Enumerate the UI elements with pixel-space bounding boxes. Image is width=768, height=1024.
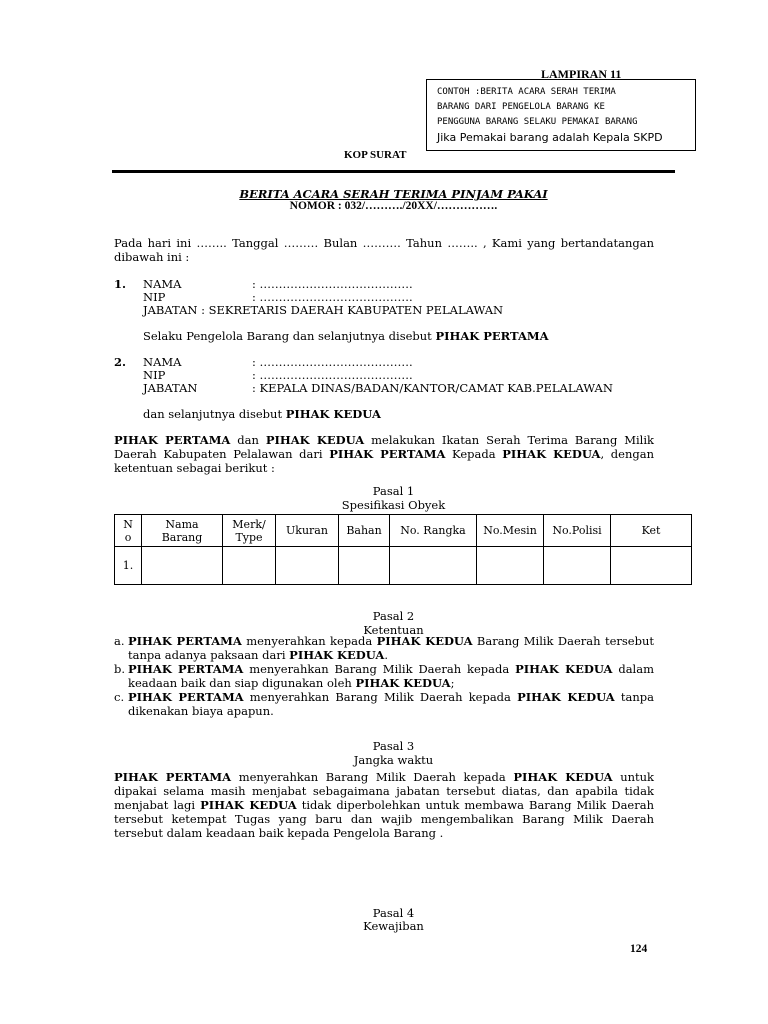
table-cell [339, 547, 390, 585]
party2-nama-value: : …………………………………. [252, 355, 413, 369]
party1-nama-value: : …………………………………. [252, 277, 413, 291]
item-text-a3: . [384, 648, 388, 662]
agreement-text-4: , dengan ketentuan sebagai berikut : [114, 447, 654, 475]
item-party-a: PIHAK PERTAMA [128, 634, 242, 648]
pasal3-heading: Pasal 3 [372, 739, 415, 753]
item-text-b2: dalam keadaan baik dan siap digunakan oleh [128, 662, 654, 690]
party1-nip-label: NIP [143, 290, 166, 304]
table-cell [276, 547, 339, 585]
pasal3-party2-again: PIHAK KEDUA [200, 798, 297, 812]
list-marker: a. [114, 634, 125, 648]
pasal3-subheading: Jangka waktu [353, 753, 434, 767]
lampiran-label: LAMPIRAN 11 [541, 67, 622, 81]
note-line-1: CONTOH :BERITA ACARA SERAH TERIMA [437, 87, 616, 97]
party2-jabatan-label: JABATAN [143, 381, 198, 395]
col-bahan: Bahan [339, 515, 390, 547]
item-party-a3: PIHAK KEDUA [289, 648, 385, 662]
party1-nama-label: NAMA [143, 277, 182, 291]
pasal4-subheading: Kewajiban [363, 919, 424, 933]
note-line-2: BARANG DARI PENGELOLA BARANG KE [437, 102, 605, 112]
table-cell [390, 547, 477, 585]
document-number: NOMOR : 032/………./20XX/……………. [289, 200, 498, 212]
list-marker: b. [114, 662, 126, 676]
item-party-c2: PIHAK KEDUA [517, 690, 615, 704]
party1-role-bold: PIHAK PERTAMA [435, 329, 549, 343]
party1-nip-value: : …………………………………. [252, 290, 413, 304]
pasal2-subheading: Ketentuan [363, 623, 424, 637]
list-item [114, 662, 654, 690]
pasal3-party2: PIHAK KEDUA [513, 770, 613, 784]
pasal2-list [114, 634, 654, 718]
item-text-a1: menyerahkan kepada [241, 634, 377, 648]
list-item [114, 634, 654, 662]
party2-nama-label: NAMA [143, 355, 182, 369]
pasal4-heading: Pasal 4 [372, 906, 415, 920]
col-nama-barang: Nama Barang [142, 515, 223, 547]
document-title: BERITA ACARA SERAH TERIMA PINJAM PAKAI [239, 187, 548, 201]
pasal3-party1: PIHAK PERTAMA [114, 770, 232, 784]
item-text-a2: Barang Milik Daerah tersebut tanpa adanya paksaan dari [128, 634, 654, 662]
item-party-a2: PIHAK KEDUA [376, 634, 473, 648]
item-party-c: PIHAK PERTAMA [128, 690, 244, 704]
pasal2-heading: Pasal 2 [372, 609, 415, 623]
pasal1-heading: Pasal 1 [372, 484, 415, 498]
table-cell [611, 547, 692, 585]
col-ket: Ket [611, 515, 692, 547]
table-row [115, 547, 692, 585]
col-no-polisi: No.Polisi [544, 515, 611, 547]
agreement-party1-again: PIHAK PERTAMA [329, 447, 446, 461]
agreement-party1: PIHAK PERTAMA [114, 433, 231, 447]
note-line-4: Jika Pemakai barang adalah Kepala SKPD [437, 131, 663, 144]
page-number: 124 [630, 943, 648, 955]
table-cell [477, 547, 544, 585]
table-cell [544, 547, 611, 585]
item-text-b1: menyerahkan Barang Milik Daerah kepada [243, 662, 516, 676]
intro-paragraph: Pada hari ini …….. Tanggal ……… Bulan ………. Tahun …….. , Kami yang bertandatangan dibawah ini : [114, 236, 654, 264]
agreement-text-2: melakukan Ikatan Serah Terima Barang Milik Daerah Kabupaten Pelalawan dari [114, 433, 654, 461]
party2-role-bold: PIHAK KEDUA [285, 407, 381, 421]
table-cell [223, 547, 276, 585]
pasal3-text-1: menyerahkan Barang Milik Daerah kepada [231, 770, 514, 784]
agreement-party2: PIHAK KEDUA [265, 433, 365, 447]
party2-role [143, 407, 381, 421]
item-text-c1: menyerahkan Barang Milik Daerah kepada [243, 690, 518, 704]
spec-table-header-row [115, 515, 692, 547]
kop-surat-label: KOP SURAT [344, 149, 407, 161]
agreement-text-1: dan [230, 433, 266, 447]
party2-role-text: dan selanjutnya disebut [143, 407, 286, 421]
item-text-c2: tanpa dikenakan biaya apapun. [128, 690, 655, 718]
pasal3-text-2: untuk dipakai selama masih menjabat sebagaimana jabatan tersebut diatas, dan apabila tidak menjabat lagi [114, 770, 654, 812]
party1-jabatan: JABATAN : SEKRETARIS DAERAH KABUPATEN PELALAWAN [143, 303, 504, 317]
item-party-b: PIHAK PERTAMA [128, 662, 244, 676]
item-text-b3: ; [450, 676, 455, 690]
col-ukuran: Ukuran [276, 515, 339, 547]
note-line-3: PENGGUNA BARANG SELAKU PEMAKAI BARANG [437, 117, 638, 127]
table-cell [142, 547, 223, 585]
party1-role [143, 329, 549, 343]
list-item [114, 690, 654, 718]
item-party-b2: PIHAK KEDUA [515, 662, 613, 676]
party2-nip-label: NIP [143, 368, 166, 382]
party2-nip-value: : …………………………………. [252, 368, 413, 382]
party1-role-text: Selaku Pengelola Barang dan selanjutnya disebut [143, 329, 436, 343]
col-merk-type: Merk/ Type [223, 515, 276, 547]
header-divider [112, 170, 675, 173]
example-note-box [426, 79, 696, 151]
pasal3-paragraph [114, 770, 654, 840]
pasal1-subheading: Spesifikasi Obyek [341, 498, 446, 512]
agreement-text-3: Kepada [445, 447, 503, 461]
pasal3-text-3: tidak diperbolehkan untuk membawa Barang Milik Daerah tersebut ketempat Tugas yang baru dan wajib mengembalikan Barang Milik Daerah tersebut dalam keadaan baik kepada Pengelola Barang . [114, 798, 654, 840]
item-party-b3: PIHAK KEDUA [355, 676, 451, 690]
party1-number: 1. [114, 277, 127, 291]
col-no: N o [115, 515, 142, 547]
col-no-mesin: No.Mesin [477, 515, 544, 547]
list-marker: c. [114, 690, 125, 704]
party2-number: 2. [114, 355, 127, 369]
col-no-rangka: No. Rangka [390, 515, 477, 547]
agreement-paragraph [114, 433, 654, 475]
agreement-party2-again: PIHAK KEDUA [502, 447, 601, 461]
party2-jabatan-value: : KEPALA DINAS/BADAN/KANTOR/CAMAT KAB.PELALAWAN [252, 381, 613, 395]
table-cell: 1. [115, 547, 142, 585]
spec-table [114, 514, 692, 585]
